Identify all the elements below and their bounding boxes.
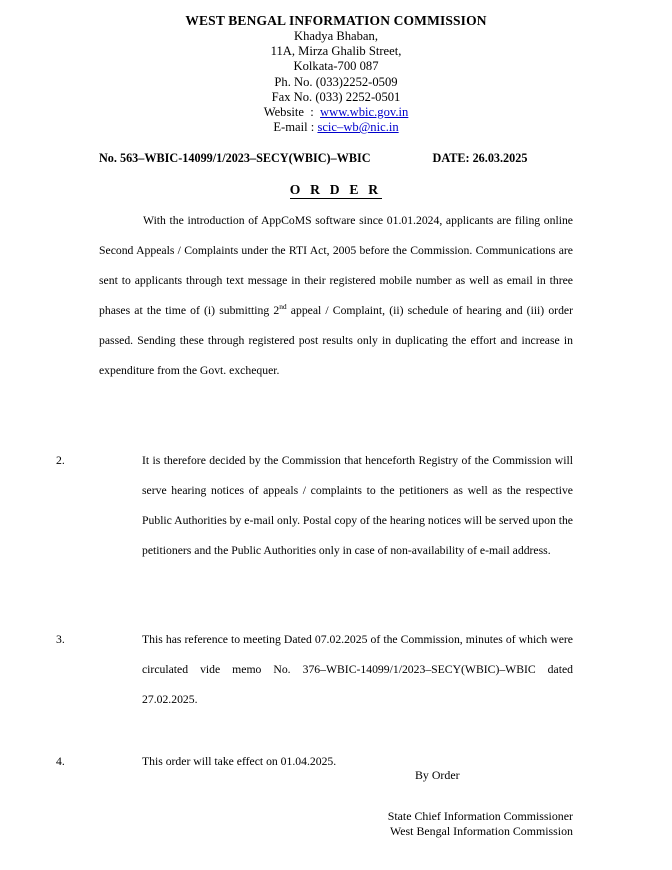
email-line bbox=[0, 120, 672, 135]
website-line bbox=[0, 105, 672, 120]
signatory-organisation: West Bengal Information Commission bbox=[390, 824, 573, 839]
paragraph-spacer-1 bbox=[99, 387, 573, 446]
paragraph-1 bbox=[99, 206, 573, 387]
paragraph-2-number: 2. bbox=[56, 453, 65, 467]
by-order-label: By Order bbox=[415, 768, 460, 782]
organisation-title: WEST BENGAL INFORMATION COMMISSION bbox=[185, 13, 487, 28]
order-heading-text: O R D E R bbox=[289, 182, 382, 197]
paragraph-4-text: This order will take effect on 01.04.2025. bbox=[142, 755, 337, 769]
paragraph-3-text: This has reference to meeting Dated 07.02.2025 of the Commission, minutes of which were circulated vide memo No. 376–WBIC-14099/1/2023–SECY(WBIC)–WBIC dated 27.02.2025. bbox=[142, 632, 573, 707]
memo-header-row bbox=[99, 150, 573, 166]
fax-number: Fax No. (033) 2252-0501 bbox=[271, 89, 401, 104]
address-line-1: Khadya Bhaban, bbox=[294, 29, 378, 43]
paragraph-1-ordinal-suffix: nd bbox=[279, 302, 287, 312]
paragraph-1-text-part-2: appeal / Complaint, (ii) schedule of hearing and (iii) order passed. Sending these through registered post results only in duplicating the effort and increase in expenditure from the Govt. exchequer. bbox=[99, 304, 573, 378]
letterhead bbox=[0, 13, 672, 135]
signatory-designation: State Chief Information Commissioner bbox=[387, 809, 573, 823]
order-heading bbox=[0, 182, 672, 198]
signature-block bbox=[99, 809, 573, 839]
paragraph-1-text-part-1: With the introduction of AppCoMS software since 01.01.2024, applicants are filing online Second Appeals / Complaints under the RTI Act, 2005 before the Commission. Communications are sent to applicants through text message in their registered mobile number as well as email in three phases at the time of (i) submitting 2 bbox=[99, 214, 573, 318]
memo-number: No. 563–WBIC-14099/1/2023–SECY(WBIC)–WBIC bbox=[99, 151, 371, 165]
paragraph-4 bbox=[56, 747, 573, 777]
email-label: E-mail : bbox=[273, 120, 318, 135]
memo-date: DATE: 26.03.2025 bbox=[432, 151, 528, 165]
paragraph-spacer-2 bbox=[99, 566, 573, 625]
address-line-2: 11A, Mirza Ghalib Street, bbox=[270, 44, 402, 59]
paragraph-2 bbox=[56, 446, 573, 566]
address-line-3: Kolkata-700 087 bbox=[293, 59, 379, 74]
email-link[interactable]: scic–wb@nic.in bbox=[317, 120, 399, 135]
website-label: Website : bbox=[263, 105, 321, 120]
document-body bbox=[56, 206, 573, 777]
paragraph-4-number: 4. bbox=[56, 755, 65, 769]
paragraph-3 bbox=[56, 625, 573, 715]
paragraph-2-text: It is therefore decided by the Commission that henceforth Registry of the Commission will serve hearing notices of appeals / complaints to the petitioners as well as the respective Public Authorities by e-mail only. Postal copy of the hearing notices will be served upon the petitioners and the Public Authorities only in case of non-availability of e-mail address. bbox=[142, 453, 573, 557]
phone-number: Ph. No. (033)2252-0509 bbox=[274, 74, 398, 89]
paragraph-3-number: 3. bbox=[56, 632, 65, 646]
paragraph-spacer-3 bbox=[99, 715, 573, 747]
website-link[interactable]: www.wbic.gov.in bbox=[320, 105, 409, 120]
